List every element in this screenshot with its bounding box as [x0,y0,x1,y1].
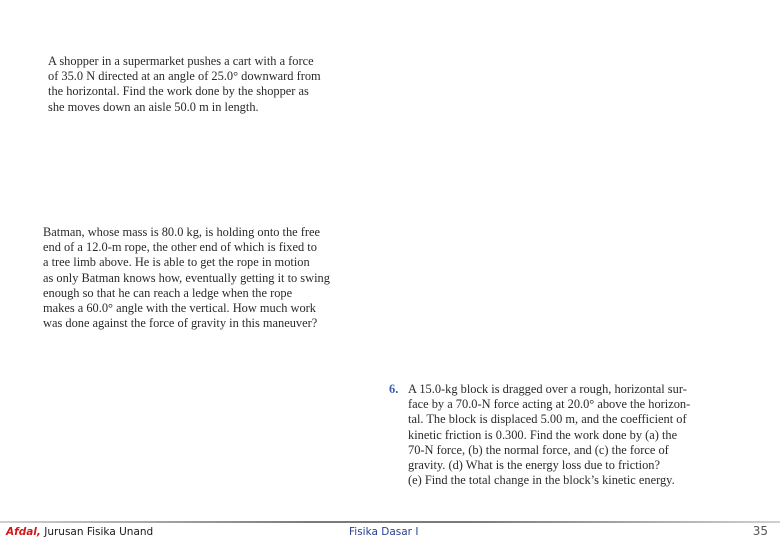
footer-credit [6,526,153,538]
problem-line: the horizontal. Find the work done by the shopper as [48,84,309,99]
problem-line: of 35.0 N directed at an angle of 25.0° downward from [48,69,321,84]
problem-line: tal. The block is displaced 5.00 m, and the coefficient of [408,412,687,427]
problem-line: A 15.0-kg block is dragged over a rough, horizontal sur- [408,382,687,396]
problem-line: kinetic friction is 0.300. Find the work done by (a) the [408,427,678,442]
problem-line: enough so that he can reach a ledge when the rope [43,285,293,300]
problem-line: 70-N force, (b) the normal force, and (c) the force of [408,442,669,457]
problem-line: a tree limb above. He is able to get the rope in motion [43,255,310,270]
problem-shopper [48,54,321,115]
problem-line: gravity. (d) What is the energy loss due to friction? [408,458,660,473]
page-number: 35 [752,524,768,538]
problem-line: (e) Find the total change in the block’s kinetic energy. [408,473,675,488]
problem-line: was done against the force of gravity in this maneuver? [43,316,318,331]
problem-block [408,382,690,488]
problem-number: 6. [389,382,399,396]
footer-author: Afdal, [6,526,41,538]
problem-batman [43,225,330,331]
footer-course: Fisika Dasar I [349,526,419,538]
problem-line: she moves down an aisle 50.0 m in length. [48,99,259,114]
problem-line: face by a 70.0-N force acting at 20.0° above the horizon- [408,397,691,412]
footer [0,524,780,540]
problem-line: as only Batman knows how, eventually getting it to swing [43,270,330,285]
footer-department: Jurusan Fisika Unand [44,526,154,538]
problem-line: Batman, whose mass is 80.0 kg, is holding onto the free [43,225,321,239]
problem-line: end of a 12.0-m rope, the other end of which is fixed to [43,240,317,255]
problem-line: A shopper in a supermarket pushes a cart with a force [48,54,314,68]
problem-line: makes a 60.0° angle with the vertical. How much work [43,301,316,316]
footer-divider [0,521,780,523]
